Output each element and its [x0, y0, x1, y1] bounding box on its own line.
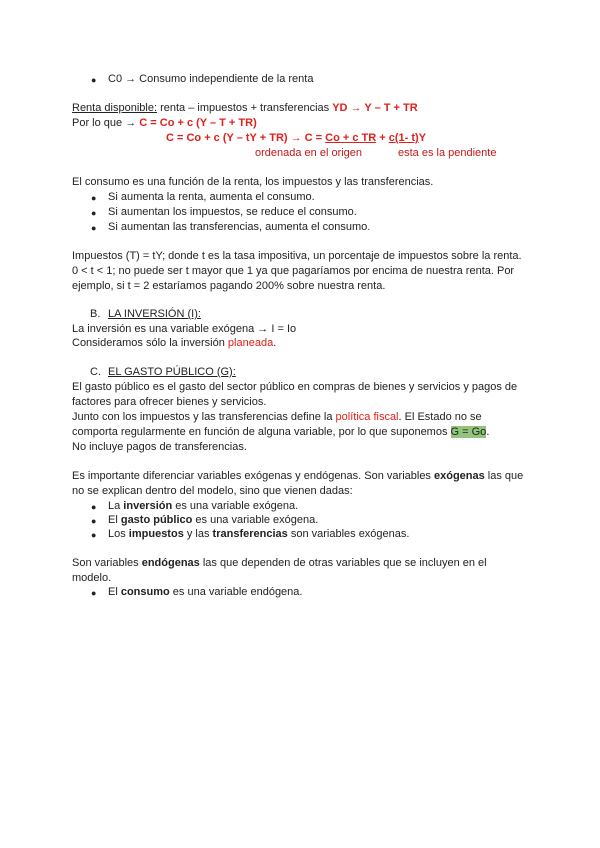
- exogenas-text: Es importante diferenciar variables exógenas y endógenas. Son variables: [72, 470, 434, 482]
- consumption-formula: C = Co + c (Y – T + TR): [139, 117, 257, 129]
- por-lo-que-prefix: Por lo que →: [72, 117, 140, 129]
- renta-disponible-line: [72, 101, 418, 116]
- impuestos-line: ejemplo, si t = 2 estaríamos pagando 200% sobre nuestra renta.: [72, 280, 386, 292]
- intercept-term: Co + c TR: [325, 132, 377, 144]
- bullet-text: El: [108, 586, 121, 598]
- bullet-marker: ●: [91, 193, 97, 203]
- consumo-bullet: Si aumentan las transferencias, aumenta el consumo.: [108, 221, 371, 233]
- bullet-text: son variables exógenas.: [287, 528, 410, 540]
- slope-term: c(1- t): [388, 132, 419, 144]
- politica-fiscal-highlight: política fiscal: [335, 411, 399, 423]
- section-b-text: Consideramos sólo la inversión: [72, 337, 228, 349]
- exogenas-bullet: [108, 513, 318, 528]
- bullet-bold: gasto público: [120, 514, 193, 526]
- exogenas-line: no se explican dentro del modelo, sino que vienen dadas:: [72, 485, 353, 497]
- bullet-text: Los: [108, 528, 129, 540]
- endogenas-line: modelo.: [72, 572, 112, 584]
- renta-text: renta – impuestos + transferencias: [157, 102, 333, 114]
- exogenas-bold: exógenas: [434, 470, 485, 482]
- bullet-marker: ●: [91, 223, 97, 233]
- bullet-bold: consumo: [120, 586, 170, 598]
- plus-sign: +: [376, 132, 389, 144]
- exogenas-bullet: [108, 527, 409, 542]
- bullet-marker: ●: [91, 530, 97, 540]
- consumo-bullet: Si aumenta la renta, aumenta el consumo.: [108, 191, 315, 203]
- section-c-line: El gasto público es el gasto del sector público en compras de bienes y servicios y pagos de: [72, 381, 518, 393]
- formula-suffix: Y: [418, 132, 427, 144]
- endogenas-bullet: [108, 585, 302, 600]
- section-b-heading: LA INVERSIÓN (I):: [108, 308, 201, 320]
- bullet-marker: ●: [91, 75, 97, 85]
- section-c-text: . El Estado no se: [398, 411, 482, 423]
- endogenas-line: [72, 556, 487, 571]
- planeada-highlight: planeada: [227, 337, 274, 349]
- section-b-letter: B.: [90, 308, 101, 320]
- bullet-marker: ●: [91, 208, 97, 218]
- bullet-text: La: [108, 500, 124, 512]
- intro-bullet-text: C0 → Consumo independiente de la renta: [108, 73, 314, 85]
- renta-label: Renta disponible:: [72, 102, 158, 114]
- expanded-formula-line: [166, 131, 426, 146]
- section-c-line: [72, 425, 489, 440]
- g-equals-go-highlight: G = Go: [450, 426, 487, 438]
- section-c-text: comporta regularmente en función de alguna variable, por lo que suponemos: [72, 426, 451, 438]
- bullet-text: y las: [183, 528, 213, 540]
- renta-formula: YD → Y – T + TR: [332, 102, 418, 114]
- expanded-formula: C = Co + c (Y – tY + TR) → C =: [166, 132, 326, 144]
- bullet-bold: inversión: [123, 500, 173, 512]
- bullet-marker: ●: [91, 502, 97, 512]
- por-lo-que-line: [72, 116, 257, 131]
- section-b-line: La inversión es una variable exógena → I = Io: [72, 323, 297, 335]
- impuestos-line: Impuestos (T) = tY; donde t es la tasa impositiva, un porcentaje de impuestos sobre la renta.: [72, 250, 522, 262]
- impuestos-line: 0 < t < 1; no puede ser t mayor que 1 ya que pagaríamos por encima de nuestra renta. Por: [72, 265, 515, 277]
- slope-annotation: esta es la pendiente: [398, 147, 497, 159]
- bullet-bold: impuestos: [128, 528, 184, 540]
- bullet-bold: transferencias: [212, 528, 288, 540]
- bullet-text: es una variable exógena.: [172, 500, 299, 512]
- bullet-marker: ●: [91, 588, 97, 598]
- bullet-text: es una variable endógena.: [169, 586, 303, 598]
- endogenas-text: Son variables: [72, 557, 142, 569]
- section-b-line: [72, 336, 276, 351]
- bullet-text: es una variable exógena.: [192, 514, 319, 526]
- exogenas-bullet: [108, 499, 298, 514]
- bullet-marker: ●: [91, 516, 97, 526]
- exogenas-text: las que: [484, 470, 524, 482]
- ordinate-annotation: ordenada en el origen: [255, 147, 363, 159]
- section-b-text: .: [273, 337, 277, 349]
- section-c-letter: C.: [90, 366, 101, 378]
- section-c-line: [72, 410, 482, 425]
- section-c-text: .: [486, 426, 490, 438]
- endogenas-bold: endógenas: [141, 557, 200, 569]
- section-c-text: Junto con los impuestos y las transferencias define la: [72, 411, 336, 423]
- consumo-bullet: Si aumentan los impuestos, se reduce el consumo.: [108, 206, 357, 218]
- endogenas-text: las que dependen de otras variables que se incluyen en el: [199, 557, 487, 569]
- consumo-lead: El consumo es una función de la renta, los impuestos y las transferencias.: [72, 176, 434, 188]
- section-c-line: factores para ofrecer bienes y servicios.: [72, 396, 267, 408]
- exogenas-line: [72, 469, 523, 484]
- section-c-line: No incluye pagos de transferencias.: [72, 441, 247, 453]
- section-c-heading: EL GASTO PÚBLICO (G):: [108, 366, 236, 378]
- bullet-text: El: [108, 514, 121, 526]
